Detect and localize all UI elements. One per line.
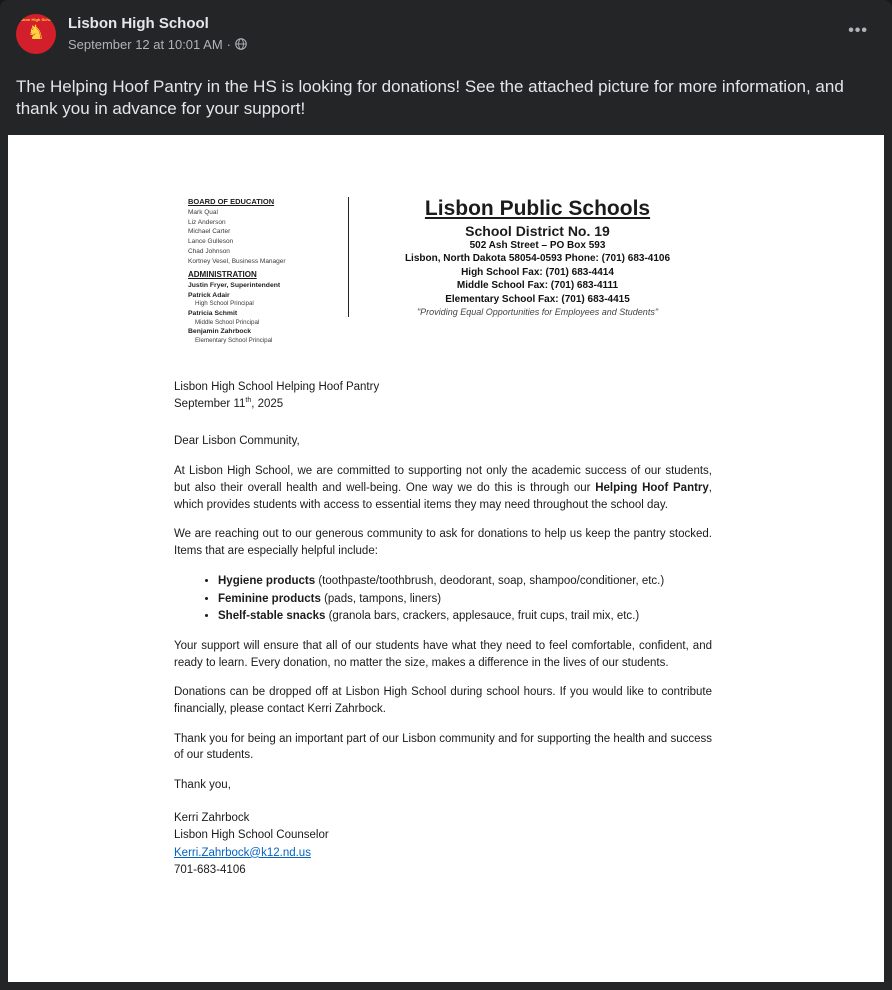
school-name: Lisbon Public Schools — [424, 196, 651, 220]
avatar-logo-text: Lisbon High School — [17, 17, 55, 22]
administrator-name: Justin Fryer, Superintendent — [188, 282, 281, 290]
letterhead — [166, 197, 726, 346]
post-header-meta — [68, 14, 840, 52]
post-options-button[interactable]: ••• — [848, 22, 868, 39]
paragraph-1-text: At Lisbon High School, we are committed to supporting not only the academic success of our students, but also their overall health and well-being. One way we do this is through our — [174, 465, 712, 495]
timestamp-row — [68, 37, 840, 52]
board-members-list — [188, 208, 342, 267]
administrator-title: High School Principal — [195, 300, 254, 308]
administrators-list — [188, 281, 342, 345]
administrator-title: Middle School Principal — [195, 318, 260, 326]
signature-phone: 701-683-4106 — [174, 863, 246, 876]
school-info-column — [348, 197, 726, 318]
board-member: Chad Johnson — [188, 247, 230, 255]
board-heading: BOARD OF EDUCATION — [188, 196, 275, 206]
administrator-entry — [188, 309, 342, 327]
address-line-2: Lisbon, North Dakota 58054-0593 Phone: (701) 683-4106 — [404, 253, 671, 265]
fax-line: High School Fax: (701) 683-4414 — [461, 266, 614, 278]
administrator-title: Elementary School Principal — [195, 336, 273, 344]
paragraph-1-tail: , which provides students with access to essential items they may need throughout the school day. — [174, 482, 712, 511]
donation-items-list — [174, 573, 712, 625]
board-member: Liz Anderson — [188, 218, 226, 226]
letter-title: Lisbon High School Helping Hoof Pantry — [174, 381, 380, 394]
paragraph-1-bold: Helping Hoof Pantry — [595, 482, 709, 495]
board-of-education-column — [188, 197, 348, 346]
administration-heading: ADMINISTRATION — [188, 270, 257, 280]
post-timestamp[interactable]: September 12 at 10:01 AM — [68, 36, 223, 52]
horse-logo-icon: ♞ — [27, 22, 45, 44]
page-name-link[interactable]: Lisbon High School — [68, 15, 209, 32]
signature-name: Kerri Zahrbock — [174, 812, 250, 825]
administrator-name: Benjamin Zahrbock — [188, 328, 252, 336]
letter-document — [166, 135, 726, 879]
post-text: The Helping Hoof Pantry in the HS is looking for donations! See the attached picture for more information, and thank you in advance for your support! — [16, 77, 844, 119]
donation-item — [218, 591, 712, 608]
dot-separator: · — [226, 36, 231, 52]
board-member: Kortney Vesel, Business Manager — [188, 257, 286, 265]
administrator-name: Patrick Adair — [188, 291, 230, 299]
board-member: Mark Qual — [188, 208, 218, 216]
donation-item-examples: (pads, tampons, liners) — [320, 592, 442, 605]
paragraph-1 — [174, 463, 712, 513]
globe-privacy-icon — [235, 38, 247, 50]
donation-item-examples: (granola bars, crackers, applesauce, fruit cups, trail mix, etc.) — [325, 610, 640, 623]
school-motto: "Providing Equal Opportunities for Employees and Students" — [416, 307, 659, 318]
board-member: Michael Carter — [188, 228, 231, 236]
fax-line: Middle School Fax: (701) 683-4111 — [456, 280, 619, 292]
paragraph-3: Your support will ensure that all of our students have what they need to feel comfortable, confident, and ready to learn. Every donation, no matter the size, makes a difference in the lives of our students. — [174, 639, 712, 669]
date-year: , 2025 — [251, 398, 284, 411]
letter-body — [166, 379, 726, 879]
signature-email-link: Kerri.Zahrbock@k12.nd.us — [174, 846, 311, 859]
closing: Thank you, — [174, 778, 231, 791]
signature-title: Lisbon High School Counselor — [174, 829, 329, 842]
donation-item — [218, 608, 712, 625]
address-line-1: 502 Ash Street – PO Box 593 — [469, 239, 606, 251]
donation-item-category: Feminine products — [218, 592, 321, 605]
paragraph-2: We are reaching out to our generous community to ask for donations to help us keep the pantry stocked. Items that are especially helpful include: — [174, 528, 712, 558]
donation-item-category: Shelf-stable snacks — [218, 610, 326, 623]
administrator-name: Patricia Schmit — [188, 310, 238, 318]
page-avatar[interactable] — [16, 14, 56, 54]
fax-lines-list — [355, 266, 720, 307]
administrator-entry — [188, 291, 342, 309]
administrator-entry — [188, 281, 342, 291]
date-ordinal: th — [245, 397, 252, 405]
salutation: Dear Lisbon Community, — [174, 434, 300, 447]
district-number: School District No. 19 — [465, 222, 610, 239]
post-header — [0, 0, 892, 54]
donation-item-category: Hygiene products — [218, 574, 316, 587]
date-day: September 11 — [174, 398, 246, 411]
administrator-entry — [188, 327, 342, 345]
paragraph-5: Thank you for being an important part of our Lisbon community and for supporting the health and success of our students. — [174, 732, 712, 762]
fax-line: Elementary School Fax: (701) 683-4415 — [445, 293, 630, 305]
letter-date — [174, 396, 712, 413]
attached-letter-image[interactable] — [8, 135, 884, 982]
board-member: Lance Gulleson — [188, 238, 234, 246]
donation-item — [218, 573, 712, 590]
signature-block — [174, 777, 712, 879]
donation-item-examples: (toothpaste/toothbrush, deodorant, soap, shampoo/conditioner, etc.) — [315, 574, 665, 587]
paragraph-4: Donations can be dropped off at Lisbon High School during school hours. If you would like to contribute financially, please contact Kerri Zahrbock. — [174, 686, 712, 715]
